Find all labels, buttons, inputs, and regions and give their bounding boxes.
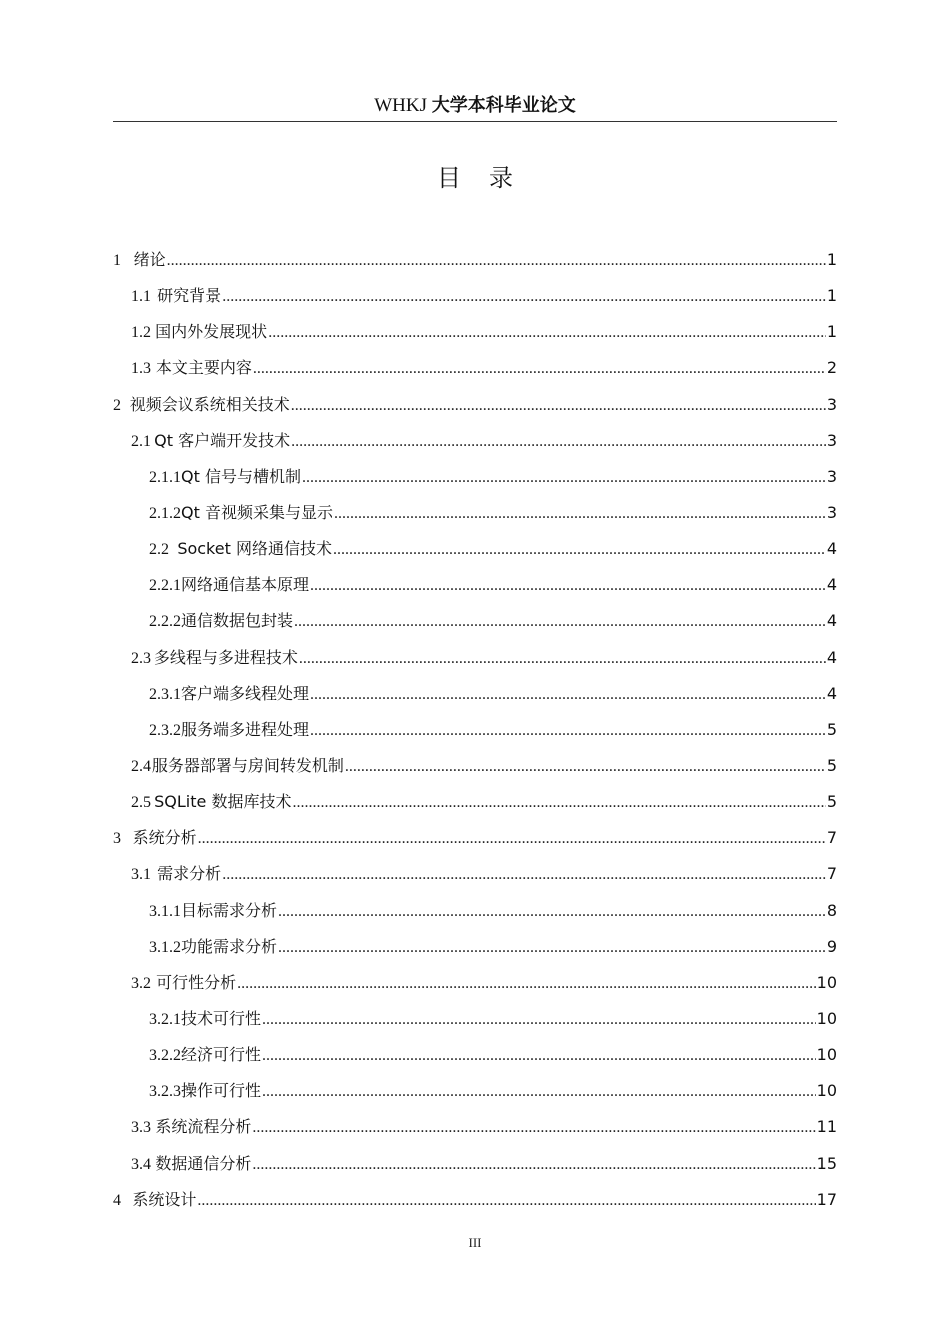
toc-entry-number: 2.4 (131, 757, 151, 775)
header-university-name: 大学本科毕业论文 (431, 95, 576, 116)
toc-entry-number: 3.4 (131, 1155, 151, 1173)
toc-entry-title: 经济可行性 (181, 1045, 262, 1065)
toc-entry-title: 目标需求分析 (181, 900, 278, 920)
toc-entry-title: 系统分析 (132, 828, 197, 848)
toc-entry[interactable] (113, 531, 837, 567)
toc-dot-leader (262, 1074, 816, 1110)
toc-entry[interactable] (113, 784, 837, 820)
toc-entry[interactable] (113, 676, 837, 712)
toc-entry-number: 3.2.2 (149, 1047, 181, 1065)
toc-entry-number: 2.1.1 (149, 468, 181, 486)
toc-dot-leader (262, 1002, 816, 1038)
toc-entry-number: 3.3 (131, 1119, 151, 1137)
toc-dot-leader (291, 388, 826, 424)
toc-entry-number: 2.2 (149, 541, 169, 559)
toc-dot-leader (292, 785, 825, 821)
toc-entry-number: 2.2.2 (149, 613, 181, 631)
toc-entry-number: 1 (113, 252, 121, 269)
toc-entry-page: 10 (816, 1081, 837, 1101)
toc-entry-page: 10 (816, 1045, 837, 1065)
toc-entry[interactable] (113, 350, 837, 386)
toc-entry-page: 4 (826, 611, 837, 631)
toc-entry-title: 本文主要内容 (155, 358, 252, 378)
toc-entry-page: 4 (826, 647, 837, 667)
toc-entry-page: 2 (826, 358, 837, 378)
toc-dot-leader (345, 749, 826, 785)
header-latin: WHKJ (374, 95, 428, 116)
toc-entry[interactable] (113, 820, 837, 856)
toc-entry-title: 服务器部署与房间转发机制 (151, 755, 344, 775)
toc-dot-leader (299, 641, 826, 677)
toc-entry-number: 1.1 (131, 288, 151, 306)
toc-dot-leader (222, 279, 826, 315)
toc-dot-leader (237, 966, 816, 1002)
toc-dot-leader (310, 677, 826, 713)
toc-entry[interactable] (113, 712, 837, 748)
toc-entry[interactable] (113, 1109, 837, 1145)
toc-dot-leader (310, 568, 826, 604)
toc-dot-leader (252, 1110, 815, 1146)
toc-entry[interactable] (113, 1073, 837, 1109)
toc-entry[interactable] (113, 459, 837, 495)
toc-dot-leader (253, 351, 826, 387)
toc-entry[interactable] (113, 929, 837, 965)
toc-entry-title: 绪论 (133, 250, 166, 269)
toc-entry-page: 10 (816, 1008, 837, 1028)
toc-entry-page: 4 (826, 575, 837, 595)
toc-entry-number: 2.2.1 (149, 577, 181, 595)
toc-entry-page: 10 (816, 972, 837, 992)
toc-entry-page: 3 (826, 466, 837, 486)
toc-dot-leader (268, 315, 826, 351)
toc-entry-number: 3.2 (131, 974, 151, 992)
toc-entry-number: 2.1 (131, 432, 151, 450)
toc-entry-number: 1.3 (131, 360, 151, 378)
toc-entry[interactable] (113, 1146, 837, 1182)
toc-entry[interactable] (113, 242, 837, 278)
toc-entry-title: 服务端多进程处理 (181, 719, 310, 739)
toc-entry-title: SQLite 数据库技术 (154, 792, 292, 812)
toc-entry-number: 2.3.1 (149, 685, 181, 703)
toc-entry-number: 3.1 (131, 866, 151, 884)
toc-dot-leader (294, 604, 826, 640)
page-header (113, 92, 837, 120)
toc-entry-number: 2.3 (131, 649, 151, 667)
toc-entry-number: 3.2.3 (149, 1083, 181, 1101)
toc-entry-title: 系统设计 (132, 1189, 197, 1209)
toc-entry[interactable] (113, 640, 837, 676)
toc-entry[interactable] (113, 856, 837, 892)
toc-entry[interactable] (113, 278, 837, 314)
toc-dot-leader (197, 1183, 815, 1219)
toc-entry-number: 3.1.1 (149, 902, 181, 920)
toc-entry-title: 操作可行性 (181, 1081, 262, 1101)
toc-entry[interactable] (113, 1037, 837, 1073)
toc-entry-number: 2.1.2 (149, 504, 181, 522)
toc-entry-number: 4 (113, 1191, 121, 1209)
toc-dot-leader (252, 1147, 815, 1183)
toc-dot-leader (334, 496, 826, 532)
toc-entry[interactable] (113, 965, 837, 1001)
toc-entry-page: 1 (826, 250, 837, 269)
header-rule (113, 121, 837, 122)
toc-entry-page: 5 (826, 792, 837, 812)
toc-entry[interactable] (113, 1182, 837, 1218)
toc-entry-number: 3.2.1 (149, 1010, 181, 1028)
toc-entry[interactable] (113, 495, 837, 531)
toc-entry[interactable] (113, 893, 837, 929)
toc-entry-number: 1.2 (131, 324, 151, 342)
toc-entry-number: 2.5 (131, 794, 151, 812)
toc-entry-number: 2.3.2 (149, 721, 181, 739)
toc-entry-number: 3 (113, 830, 121, 848)
toc-dot-leader (333, 532, 826, 568)
toc-entry-page: 17 (816, 1189, 837, 1209)
toc-entry-title: Qt 音视频采集与显示 (181, 502, 333, 522)
toc-entry-number: 2 (113, 396, 121, 414)
toc-entry-title: 国内外发展现状 (155, 322, 268, 342)
toc-entry[interactable] (113, 748, 837, 784)
toc-entry[interactable] (113, 567, 837, 603)
toc-dot-leader (198, 821, 826, 857)
toc-dot-leader (262, 1038, 816, 1074)
toc-entry-title: 视频会议系统相关技术 (129, 394, 290, 414)
toc-title: 目录 (437, 164, 541, 192)
page-number: III (468, 1235, 482, 1250)
toc-entry-page: 1 (826, 286, 837, 306)
toc-dot-leader (278, 930, 826, 966)
toc-entry-number: 3.1.2 (149, 938, 181, 956)
toc-entry-page: 8 (826, 900, 837, 920)
toc-entry-title: 需求分析 (157, 864, 222, 884)
toc-entry-title: 客户端多线程处理 (181, 683, 310, 703)
toc-entry-title: 网络通信基本原理 (181, 575, 310, 595)
toc-entry-page: 5 (826, 755, 837, 775)
toc-entry-title: Qt 客户端开发技术 (154, 430, 291, 450)
toc-entry[interactable] (113, 387, 837, 423)
toc-entry-title: 功能需求分析 (181, 936, 278, 956)
toc-entry[interactable] (113, 1001, 837, 1037)
toc-dot-leader (310, 713, 826, 749)
toc-entry-title: 系统流程分析 (155, 1117, 252, 1137)
toc-entry-title: 数据通信分析 (155, 1153, 252, 1173)
toc-entry-page: 3 (826, 502, 837, 522)
toc-dot-leader (278, 894, 826, 930)
toc-entry-page: 5 (826, 719, 837, 739)
toc-dot-leader (291, 424, 826, 460)
toc-entry-page: 3 (826, 430, 837, 450)
toc-entry-page: 1 (826, 322, 837, 342)
toc-entry[interactable] (113, 423, 837, 459)
toc-dot-leader (302, 460, 826, 496)
toc-entry-page: 4 (826, 539, 837, 559)
toc-dot-leader (167, 243, 826, 279)
toc-entry-page: 9 (826, 936, 837, 956)
toc-entry-title: Socket 网络通信技术 (177, 539, 332, 559)
toc-entry-page: 3 (826, 394, 837, 414)
toc-entry-title: Qt 信号与槽机制 (181, 466, 301, 486)
toc-entry-page: 11 (816, 1117, 837, 1137)
toc-entry-title: 技术可行性 (181, 1008, 262, 1028)
toc-entry-page: 15 (816, 1153, 837, 1173)
toc-entry-title: 通信数据包封装 (181, 611, 294, 631)
toc-entry-title: 研究背景 (157, 286, 222, 306)
toc-entry-title: 多线程与多进程技术 (153, 647, 298, 667)
toc-entry[interactable] (113, 314, 837, 350)
toc-entry-title: 可行性分析 (156, 972, 237, 992)
toc-entry[interactable] (113, 603, 837, 639)
table-of-contents (113, 242, 837, 1218)
toc-entry-page: 7 (826, 864, 837, 884)
toc-dot-leader (222, 857, 826, 893)
toc-entry-page: 4 (826, 683, 837, 703)
toc-entry-page: 7 (826, 828, 837, 848)
